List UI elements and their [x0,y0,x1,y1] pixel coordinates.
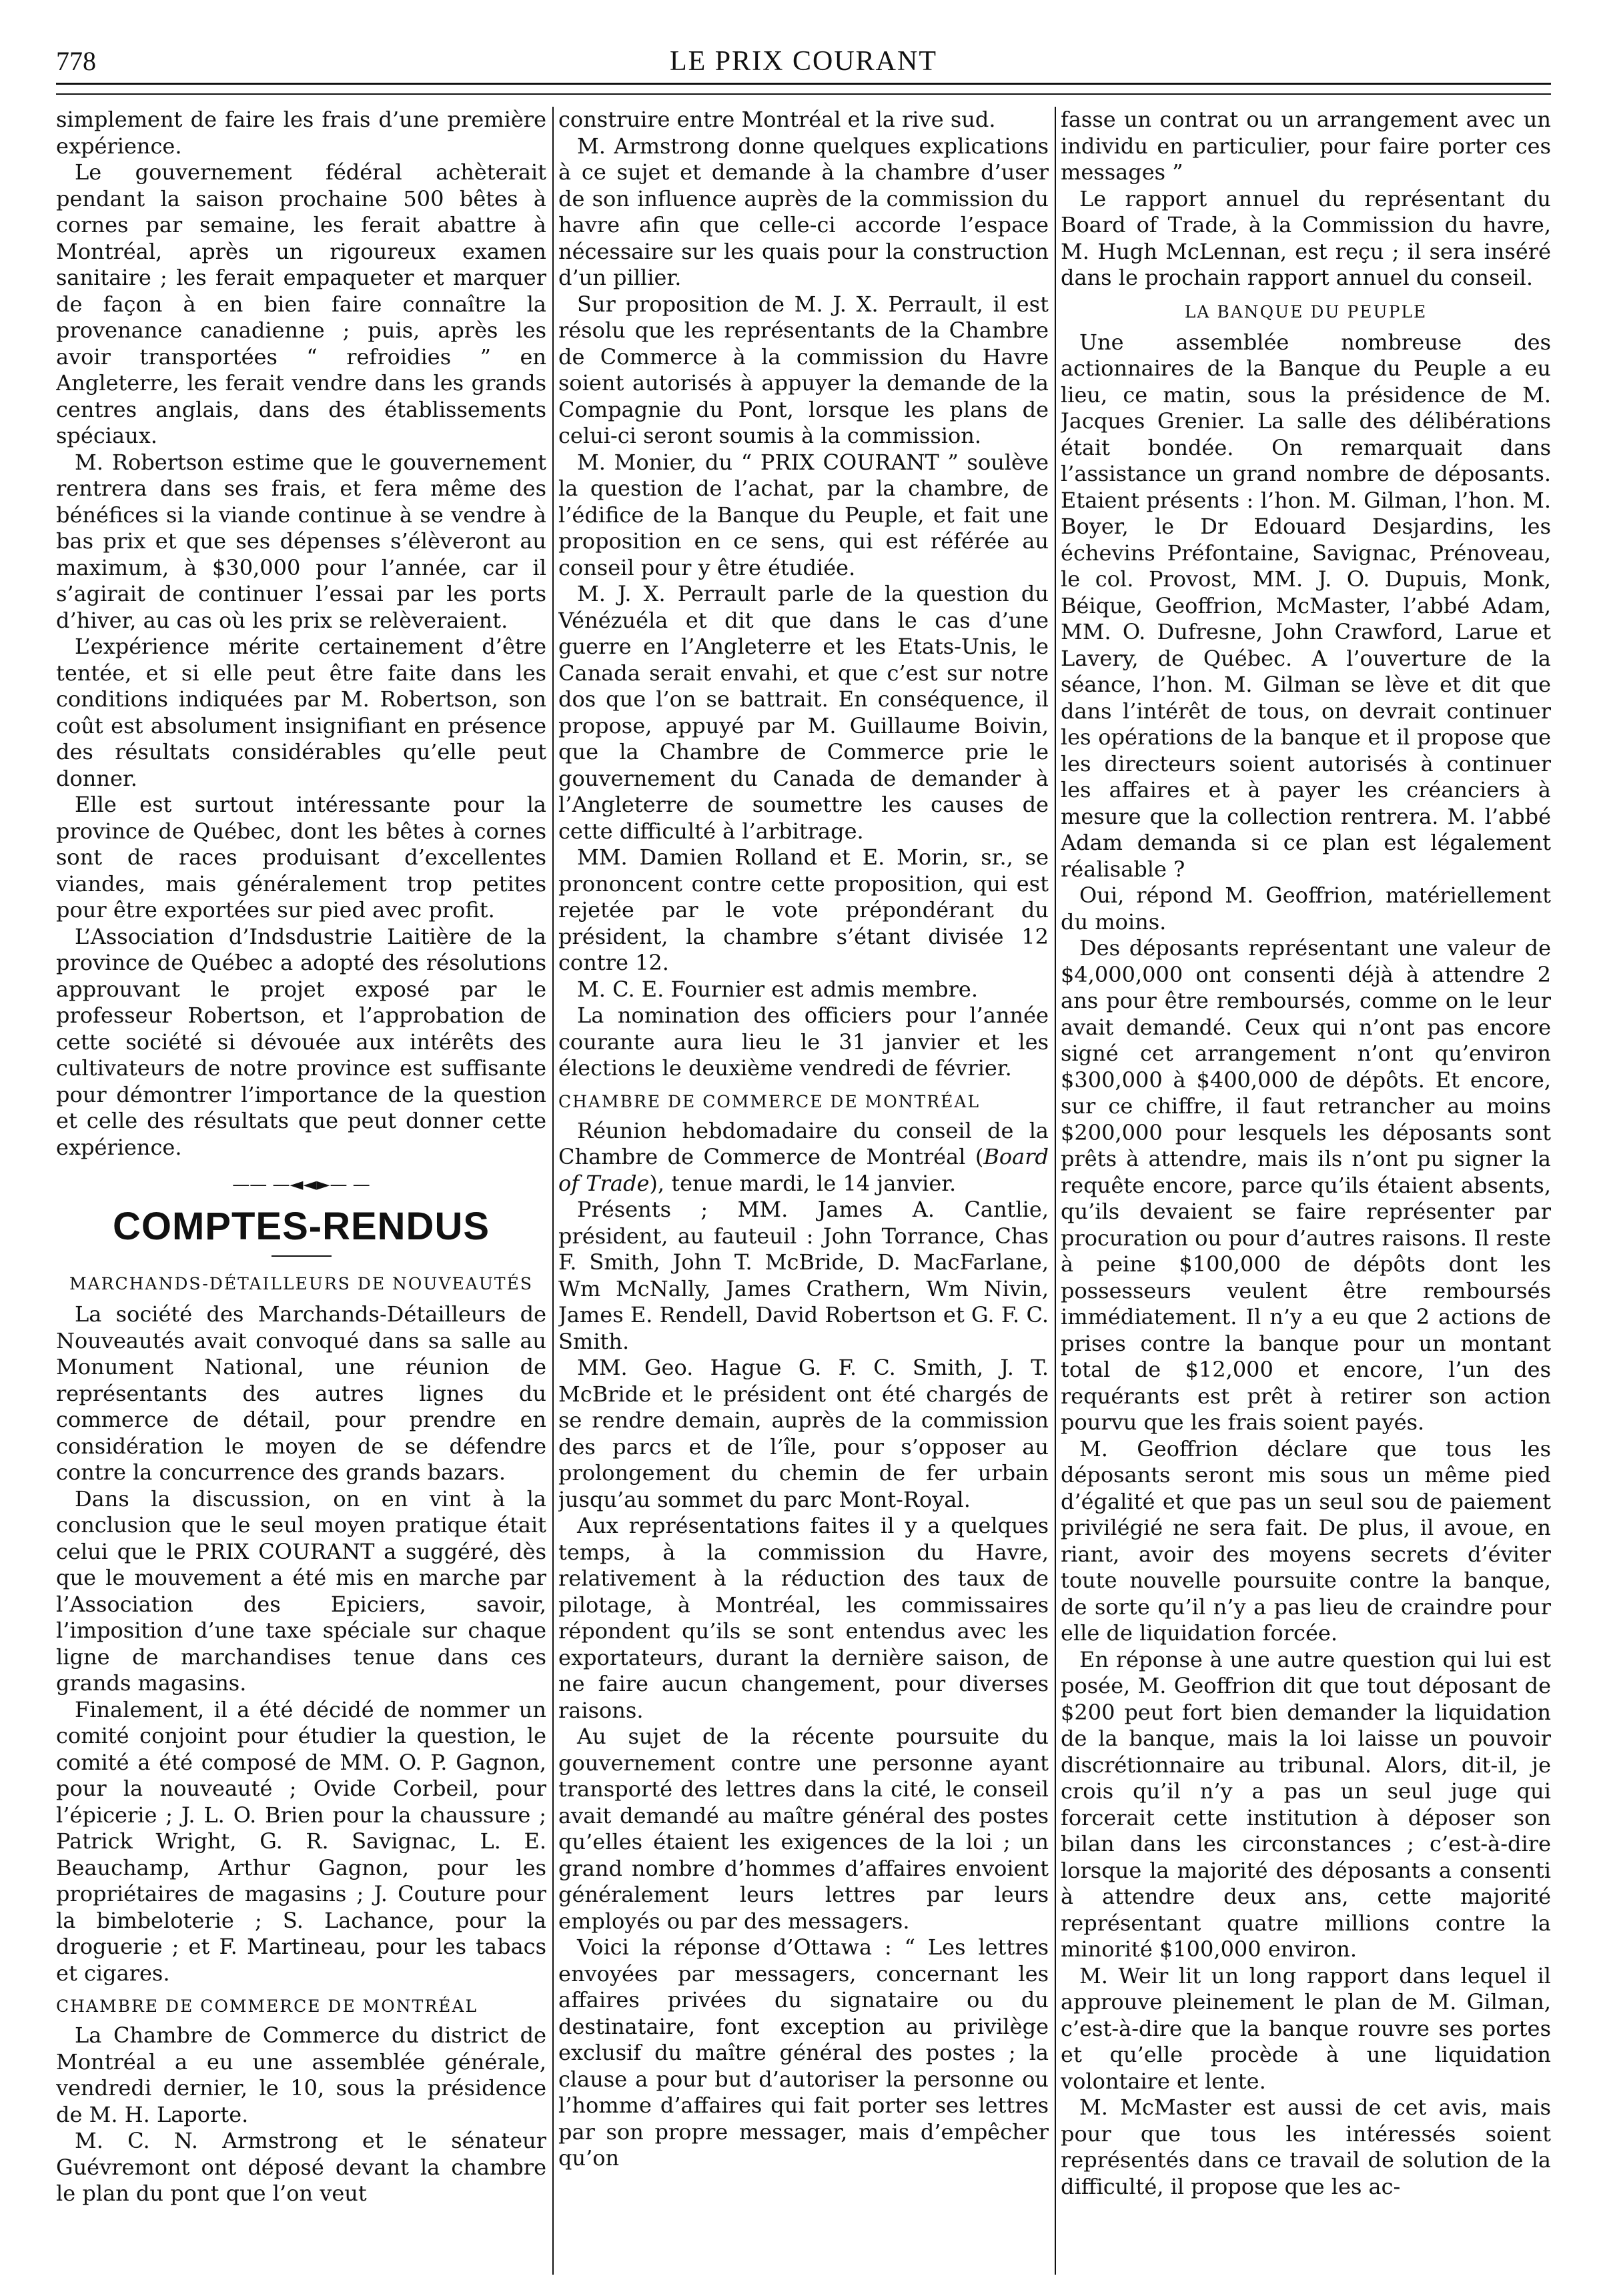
paragraph: L’Association d’Indsdustrie Laitière de la province de Québec a adopté des résolutions approuvant le projet exposé par le professeur Robertson, et l’approbation de cette société si dévouée aux intérêts des cultivateurs de notre province est suffisante pour démontrer l’importance de la question et celle des résultats que peut donner cette expérience. [56,923,546,1160]
paragraph: M. McMaster est aussi de cet avis, mais pour que tous les intéressés soient représentés dans ce travail de solution de la difficulté, il propose que les ac- [1061,2095,1551,2199]
paragraph: La société des Marchands-Détailleurs de Nouveautés avait convoqué dans sa salle au Monument National, une réunion de représentants des autres lignes du commerce de détail, pour prendre en considération le moyen de se défendre contre la concurrence des grands bazars. [56,1301,546,1485]
paragraph: Elle est surtout intéressante pour la province de Québec, dont les bêtes à cornes sont de races produisant d’excellentes viandes, mais généralement trop petites pour être exportées sur pied avec profit. [56,792,546,923]
paragraph: Voici la réponse d’Ottawa : “ Les lettres envoyées par messagers, concernant les affaires privées du signataire ou du destinataire, font exception au privilège exclusif du maître général des postes ; la clause a pour but d’autoriser la personne ou l’homme d’affaires qui fait porter ses lettres par son propre messager, mais d’empêcher qu’on [558,1934,1049,2171]
paragraph: Aux représentations faites il y a quelques temps, à la commission du Havre, relativement à la réduction des taux de pilotage, à Montréal, les commissaires répondent qu’ils se sont entendus avec les exportateurs, durant la dernière saison, de ne faire aucun changement, pour diverses raisons. [558,1513,1049,1723]
running-head [56,43,1551,85]
paragraph: Oui, répond M. Geoffrion, matériellement du moins. [1061,883,1551,935]
paragraph: En réponse à une autre question qui lui est posée, M. Geoffrion dit que tout déposant de $200 peut fort bien demander la liquidation de la banque, mais la loi laisse un pouvoir discrétionnaire au tribunal. Alors, dit-il, je crois qu’il n’y a pas un seul juge qui forcerait cette institution à déposer son bilan dans les circonstances ; c’est-à-dire lorsque la majorité des déposants a consenti à attendre deux ans, cette majorité représentant quatre millions contre la minorité $100,000 environ. [1061,1646,1551,1962]
paragraph [558,1118,1049,1197]
column-2 [558,107,1049,2275]
paragraph: M. C. N. Armstrong et le sénateur Guévremont ont déposé devant la chambre le plan du pont que l’on veut [56,2128,546,2206]
paragraph: L’expérience mérite certainement d’être tentée, et si elle peut être faite dans les conditions indiquées par M. Robertson, son coût est absolument insignifiant en présence des résultats considérables qu’elle peut donner. [56,634,546,791]
subheading: CHAMBRE DE COMMERCE DE MONTRÉAL [558,1091,981,1111]
text-columns [56,107,1551,2275]
paragraph: Une assemblée nombreuse des actionnaires de la Banque du Peuple a eu lieu, ce matin, sous la présidence de M. Jacques Grenier. La salle des délibérations était bondée. On remarquait dans l’assistance un grand nombre de déposants. Etaient présents : l’hon. M. Gilman, l’hon. M. Boyer, le Dr Edouard Desjardins, les échevins Préfontaine, Savignac, Prénoveau, le col. Provost, MM. J. O. Dupuis, Monk, Béique, Geoffrion, McMaster, l’abbé Adam, MM. O. Dufresne, John Crawford, Larue et Lavery, de Québec. A l’ouverture de la séance, l’hon. M. Gilman se lève et dit que dans l’intérêt de tous, on devrait continuer les opérations de la banque et il propose que les directeurs soient autorisés à continuer les affaires et à payer les créanciers à mesure que la collection rentrera. M. l’abbé Adam demanda si ce plan est légalement réalisable ? [1061,329,1551,882]
paragraph: M. Weir lit un long rapport dans lequel il approuve pleinement le plan de M. Gilman, c’est-à-dire que la banque rouvre ses portes et qu’elle procède à une liquidation volontaire et lente. [1061,1962,1551,2094]
paragraph: La nomination des officiers pour l’année courante aura lieu le 31 janvier et les élections le deuxième vendredi de février. [558,1003,1049,1081]
title-rule [272,1255,332,1257]
header-rule [56,93,1551,95]
paragraph: Au sujet de la récente poursuite du gouvernement contre une personne ayant transporté des lettres dans la cité, le conseil avait demandé au maître général des postes qu’elles étaient les exigences de la loi ; un grand nombre d’hommes d’affaires envoient généralement leurs lettres par leurs employés ou par des messagers. [558,1724,1049,1934]
paragraph: Sur proposition de M. J. X. Perrault, il est résolu que les représentants de la Chambre de Commerce à la commission du Havre soient autorisés à appuyer la demande de la Compagnie du Pont, lorsque les plans de celui-ci seront soumis à la commission. [558,291,1049,448]
text-run: ), tenue mardi, le 14 janvier. [649,1170,957,1196]
paragraph: M. C. E. Fournier est admis membre. [577,976,979,1002]
paragraph: construire entre Montréal et la rive sud. [558,107,996,132]
section-title: COMPTES-RENDUS [112,1205,490,1248]
paragraph: La Chambre de Commerce du district de Montréal a eu une assemblée générale, vendredi dernier, le 10, sous la présidence de M. H. Laporte. [56,2023,546,2127]
subheading: CHAMBRE DE COMMERCE DE MONTRÉAL [56,1996,478,2016]
paragraph: Des déposants représentant une valeur de $4,000,000 ont consenti déjà à attendre 2 ans pour être remboursés, comme on le leur avait demandé. Ceux qui n’ont pas encore signé cet arrangement n’ont qu’environ $300,000 à $400,000 de dépôts. Et encore, sur ce chiffre, il faut retrancher au moins $200,000 pour lesquels les déposants sont prêts à attendre, mais ils n’ont pu signer la requête encore, parce qu’ils étaient absents, qu’ils devaient se faire représenter par procuration ou pour d’autres raisons. Il reste à peine $100,000 de dépôts dont les possesseurs veulent être remboursés immédiatement. Il n’y a eu que 2 actions de prises contre la banque pour un montant total de $12,000 et encore, l’un des requérants est prêt à retirer son action pourvu que les frais soient payés. [1061,935,1551,1435]
journal-title: LE PRIX COURANT [669,46,937,77]
paragraph: M. J. X. Perrault parle de la question du Vénézuéla et dit que dans le cas d’une guerre en l’Angleterre et les Etats-Unis, le Canada serait envahi, et que c’est sur notre dos que l’on se battrait. En conséquence, il propose, appuyé par M. Guillaume Boivin, que la Chambre de Commerce prie le gouvernement du Canada de demander à l’Angleterre de soumettre les causes de cette difficulté à l’arbitrage. [558,581,1049,844]
page-number: 778 [56,46,96,76]
paragraph: M. Armstrong donne quelques explications à ce sujet et demande à la chambre d’user de son influence auprès de la commission du havre afin que celle-ci accorde l’espace nécessaire sur les quais pour la construction d’un pillier. [558,133,1049,290]
subheading: LA BANQUE DU PEUPLE [1184,302,1428,322]
paragraph: Dans la discussion, on en vint à la conclusion que le seul moyen pratique était celui que le PRIX COURANT a suggéré, dès que le mouvement a été mis en marche par l’Association des Epiciers, savoir, l’imposition d’une taxe spéciale sur chaque ligne de marchandises tenue dans ces grands magasins. [56,1486,546,1696]
subheading: MARCHANDS-DÉTAILLEURS DE NOUVEAUTÉS [69,1274,533,1293]
paragraph: MM. Geo. Hague G. F. C. Smith, J. T. McBride et le président ont été chargés de se rendre demain, auprès de la commission des parcs et de l’île, pour s’opposer au prolongement du chemin de fer urbain jusqu’au sommet du parc Mont-Royal. [558,1355,1049,1512]
paragraph: M. Monier, du “ PRIX COURANT ” soulève la question de l’achat, par la chambre, de l’édifice de la Banque du Peuple, et fait une proposition en ce sens, qui est référée au conseil pour y être étudiée. [558,449,1049,580]
paragraph: M. Geoffrion déclare que tous les déposants seront mis sous un même pied d’égalité et que pas un seul sou de paiement privilégié ne sera fait. De plus, il avoue, en riant, avoir des moyens secrets d’éviter toute nouvelle poursuite contre la banque, de sorte qu’il n’y a pas lieu de craindre pour elle de liquidation forcée. [1061,1436,1551,1646]
column-1 [56,107,546,2275]
section-ornament: —— —◄◄►— — [232,1175,370,1195]
paragraph: Le rapport annuel du représentant du Board of Trade, à la Commission du havre, M. Hugh McLennan, est reçu ; il sera inséré dans le prochain rapport annuel du conseil. [1061,185,1551,290]
paragraph: simplement de faire les frais d’une première expérience. [56,107,546,159]
column-rule [552,107,554,2275]
text-run: Réunion hebdomadaire du conseil de la Chambre de Commerce de Montréal ( [558,1117,1049,1169]
paragraph: MM. Damien Rolland et E. Morin, sr., se prononcent contre cette proposition, qui est rejetée par le vote prépondérant du président, la chambre s’étant divisée 12 contre 12. [558,844,1049,975]
paragraph: fasse un contrat ou un arrangement avec un individu en particulier, pour faire porter ces messages ” [1061,107,1551,185]
column-rule [1055,107,1056,2275]
paragraph: Présents ; MM. James A. Cantlie, président, au fauteuil : John Torrance, Chas F. Smith, John T. McBride, D. MacFarlane, Wm McNally, James Crathern, Wm Nivin, James E. Rendell, David Robertson et G. F. C. Smith. [558,1197,1049,1354]
paragraph: Le gouvernement fédéral achèterait pendant la saison prochaine 500 bêtes à cornes par semaine, les ferait abattre à Montréal, après un rigoureux examen sanitaire ; les ferait empaqueter et marquer de façon à en bien faire connaître la provenance canadienne ; puis, après les avoir transportées “ refroidies ” en Angleterre, les ferait vendre dans les grands centres anglais, dans des établissements spéciaux. [56,159,546,448]
italic-text: Board of Trade [558,1144,1049,1196]
paragraph: Finalement, il a été décidé de nommer un comité conjoint pour étudier la question, le comité a été composé de MM. O. P. Gagnon, pour la nouveauté ; Ovide Corbeil, pour l’épicerie ; J. L. O. Brien pour la chaussure ; Patrick Wright, G. R. Savignac, L. E. Beauchamp, Arthur Gagnon, pour les propriétaires de magasins ; J. Couture pour la bimbeloterie ; S. Lachance, pour la droguerie ; et F. Martineau, pour les tabacs et cigares. [56,1696,546,1986]
column-3 [1061,107,1551,2275]
paragraph: M. Robertson estime que le gouvernement rentrera dans ses frais, et fera même des bénéfices si la viande continue à se vendre à bas prix et que ses dépenses s’élèveront au maximum, à $30,000 pour l’année, car il s’agirait de continuer l’essai par les ports d’hiver, au cas où les prix se relèveraient. [56,449,546,633]
